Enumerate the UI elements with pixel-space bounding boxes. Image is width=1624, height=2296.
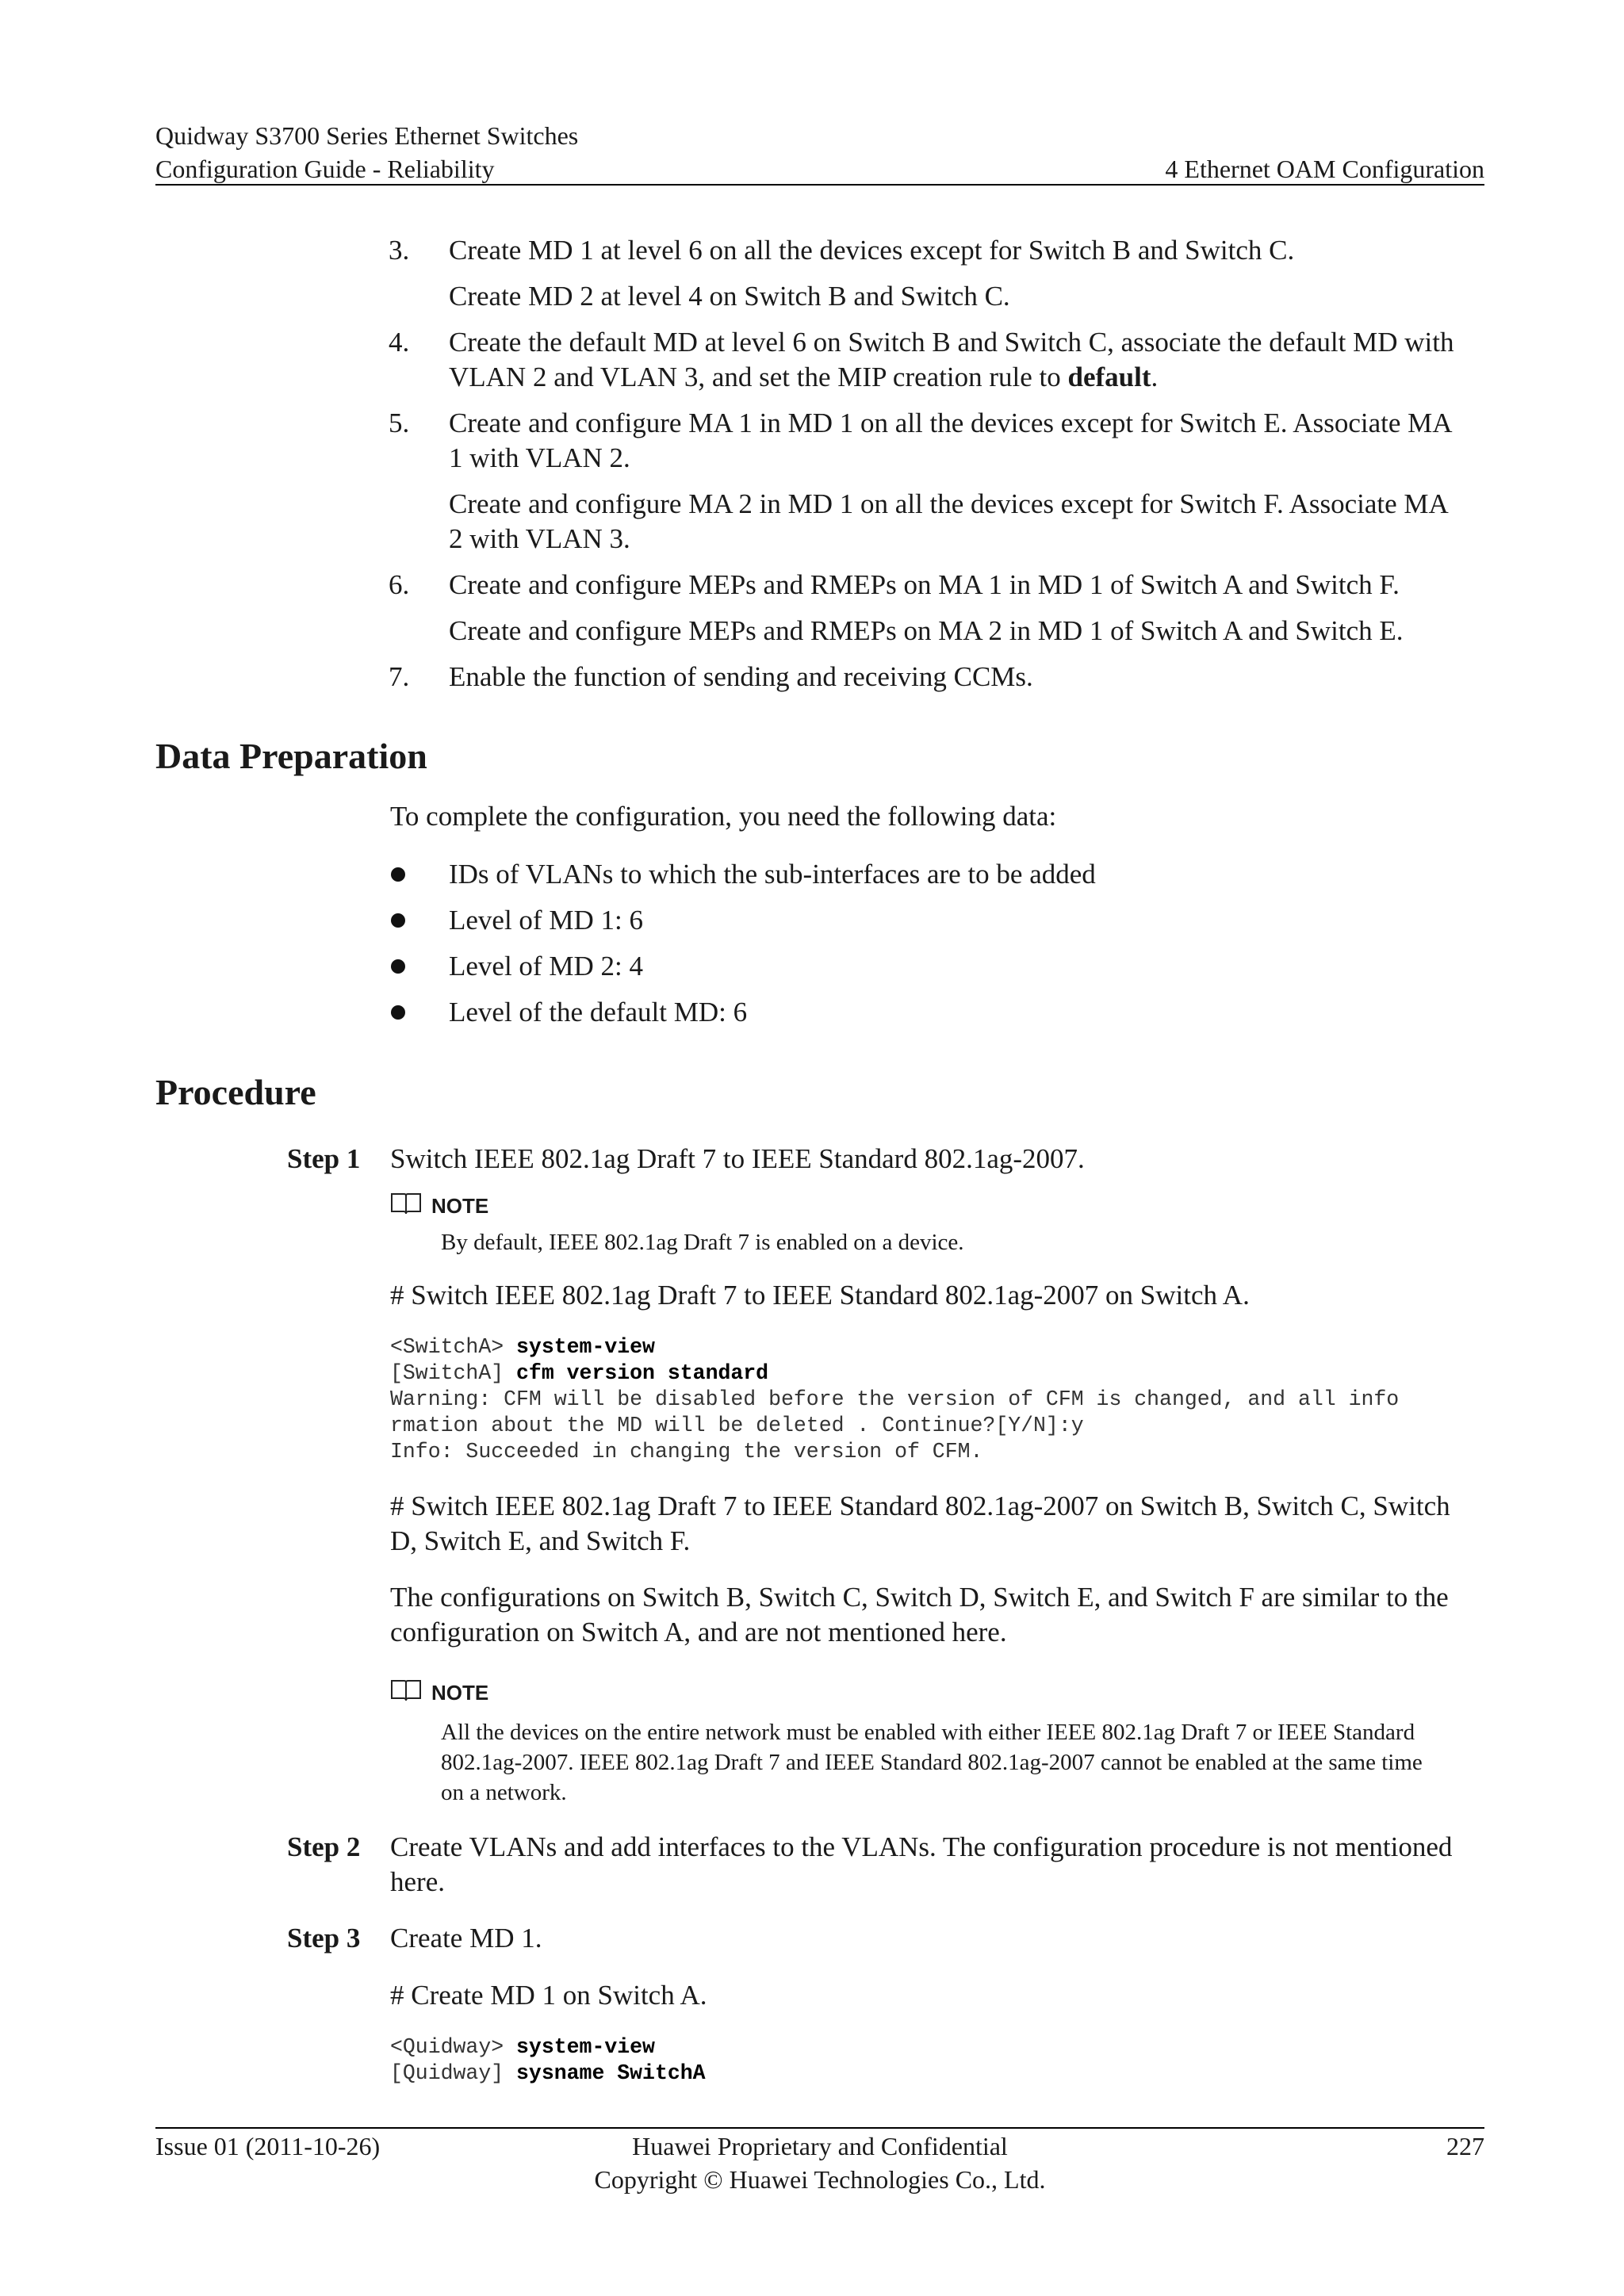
list-number: 6. <box>389 569 410 600</box>
list-item-period: . <box>1151 362 1159 392</box>
footer-copyright: Copyright © Huawei Technologies Co., Ltd. <box>594 2165 1046 2194</box>
paragraph-text: The configurations on Switch B, Switch C, Switch D, Switch E, and Switch F are similar to the <box>390 1582 1449 1613</box>
bullet-item: IDs of VLANs to which the sub-interfaces are to be added <box>449 859 1096 890</box>
bullet-icon <box>391 959 405 974</box>
comment-text: # Switch IEEE 802.1ag Draft 7 to IEEE Standard 802.1ag-2007 on Switch B, Switch C, Switch <box>390 1490 1450 1521</box>
step-text: here. <box>390 1866 445 1897</box>
bullet-icon <box>391 867 405 882</box>
note-text: 802.1ag-2007. IEEE 802.1ag Draft 7 and IEEE Standard 802.1ag-2007 cannot be enabled at the same time <box>441 1750 1423 1775</box>
code-command: system-view <box>516 1335 655 1359</box>
page-number: 227 <box>1446 2132 1484 2160</box>
step-text: Create MD 1. <box>390 1923 542 1954</box>
list-number: 7. <box>389 661 410 692</box>
procedure-heading: Procedure <box>155 1072 316 1112</box>
header-guide: Configuration Guide - Reliability <box>155 155 495 183</box>
step-text: Switch IEEE 802.1ag Draft 7 to IEEE Standard 802.1ag-2007. <box>390 1143 1085 1174</box>
footer-rule <box>155 2127 1484 2129</box>
bullet-item: Level of MD 2: 4 <box>449 951 643 982</box>
list-item-text: 2 with VLAN 3. <box>449 523 630 554</box>
note-text: All the devices on the entire network must be enabled with either IEEE 802.1ag Draft 7 or IEEE Standard <box>441 1720 1415 1745</box>
code-line: Warning: CFM will be disabled before the version of CFM is changed, and all info <box>390 1387 1400 1411</box>
code-prompt: [Quidway] <box>390 2061 517 2085</box>
step-text: Create VLANs and add interfaces to the VLANs. The configuration procedure is not mentioned <box>390 1831 1453 1862</box>
code-command: system-view <box>516 2035 655 2059</box>
list-number: 4. <box>389 327 410 358</box>
data-preparation-heading: Data Preparation <box>155 736 427 776</box>
code-prompt: [SwitchA] <box>390 1361 517 1385</box>
note-book-icon <box>390 1192 422 1215</box>
step-label: Step 3 <box>287 1923 361 1954</box>
step-label: Step 1 <box>287 1143 361 1174</box>
list-number: 3. <box>389 235 410 266</box>
list-item-text <box>449 360 1484 395</box>
list-item-text: Create the default MD at level 6 on Switch B and Switch C, associate the default MD with <box>449 327 1454 358</box>
list-item-text: Create and configure MA 1 in MD 1 on all the devices except for Switch E. Associate MA <box>449 408 1453 438</box>
list-item-text: Create and configure MA 2 in MD 1 on all the devices except for Switch F. Associate MA <box>449 488 1449 519</box>
list-item-text: 1 with VLAN 2. <box>449 442 630 473</box>
data-prep-intro: To complete the configuration, you need the following data: <box>390 801 1057 832</box>
footer-proprietary: Huawei Proprietary and Confidential <box>632 2132 1008 2160</box>
list-item-text: Enable the function of sending and receiving CCMs. <box>449 661 1033 692</box>
bullet-item: Level of MD 1: 6 <box>449 905 643 936</box>
bullet-icon <box>391 1005 405 1020</box>
code-line <box>390 2061 1500 2087</box>
code-line <box>390 1334 1500 1360</box>
list-item-text-part: VLAN 2 and VLAN 3, and set the MIP creation rule to <box>449 362 1068 392</box>
header-rule <box>155 184 1484 186</box>
code-line: Info: Succeeded in changing the version of CFM. <box>390 1440 983 1464</box>
list-item-text: Create and configure MEPs and RMEPs on MA 1 in MD 1 of Switch A and Switch F. <box>449 569 1400 600</box>
footer-issue: Issue 01 (2011-10-26) <box>155 2132 381 2160</box>
note-label: NOTE <box>431 1681 489 1705</box>
comment-text: # Switch IEEE 802.1ag Draft 7 to IEEE Standard 802.1ag-2007 on Switch A. <box>390 1280 1250 1311</box>
paragraph-text: configuration on Switch A, and are not mentioned here. <box>390 1617 1007 1647</box>
code-prompt: <Quidway> <box>390 2035 517 2059</box>
bullet-icon <box>391 913 405 928</box>
comment-text: # Create MD 1 on Switch A. <box>390 1980 707 2011</box>
default-keyword: default <box>1067 362 1151 392</box>
step-label: Step 2 <box>287 1831 361 1862</box>
note-book-icon <box>390 1678 422 1702</box>
note-text: By default, IEEE 802.1ag Draft 7 is enabled on a device. <box>441 1230 964 1255</box>
code-line <box>390 1360 1500 1387</box>
note-text: on a network. <box>441 1780 567 1805</box>
list-item-text: Create MD 2 at level 4 on Switch B and Switch C. <box>449 281 1010 312</box>
list-item-text: Create and configure MEPs and RMEPs on MA 2 in MD 1 of Switch A and Switch E. <box>449 615 1404 646</box>
code-command: sysname SwitchA <box>516 2061 706 2085</box>
code-command: cfm version standard <box>516 1361 769 1385</box>
bullet-item: Level of the default MD: 6 <box>449 997 748 1027</box>
list-item-text: Create MD 1 at level 6 on all the devices except for Switch B and Switch C. <box>449 235 1295 266</box>
note-label: NOTE <box>431 1194 489 1218</box>
comment-text: D, Switch E, and Switch F. <box>390 1525 691 1556</box>
code-prompt: <SwitchA> <box>390 1335 517 1359</box>
header-product: Quidway S3700 Series Ethernet Switches <box>155 121 579 150</box>
code-line <box>390 2034 1500 2061</box>
header-chapter: 4 Ethernet OAM Configuration <box>1165 155 1484 183</box>
code-line: rmation about the MD will be deleted . Continue?[Y/N]:y <box>390 1414 1084 1437</box>
list-number: 5. <box>389 408 410 438</box>
